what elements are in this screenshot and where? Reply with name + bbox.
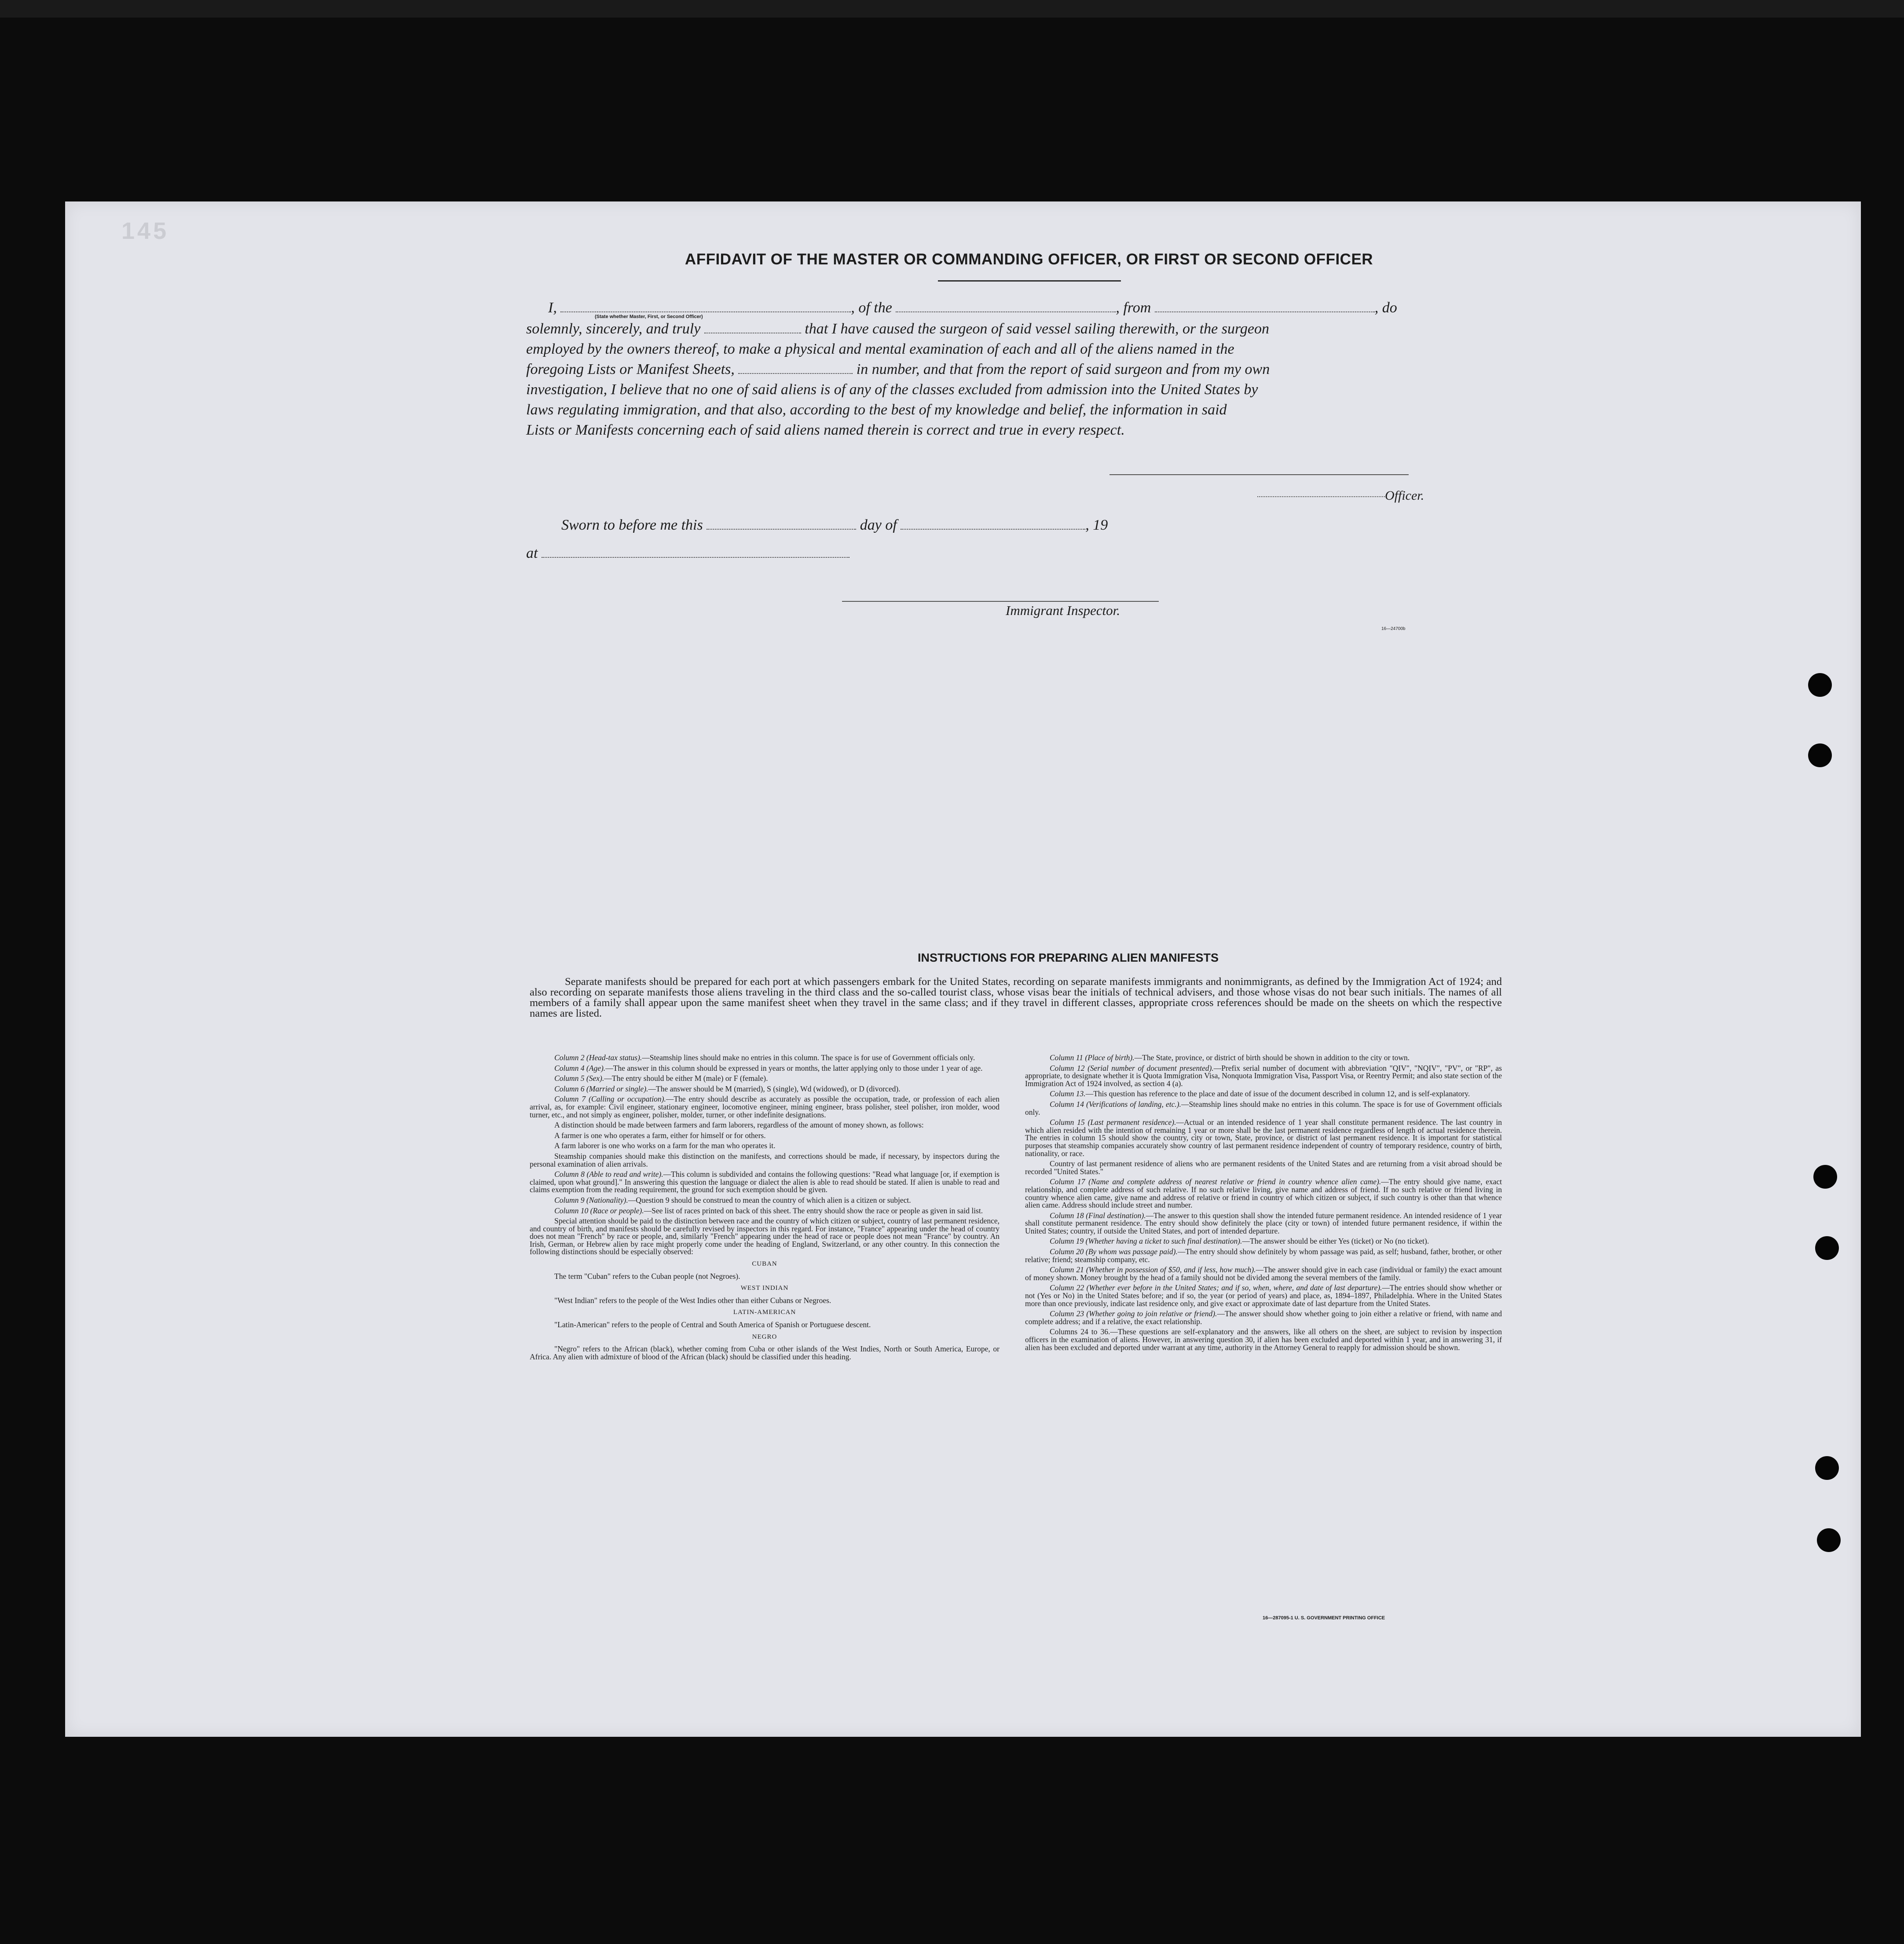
column-heading: Column 21 (Whether in possession of $50, and if less, how much). — [1050, 1265, 1256, 1274]
at-label: at — [526, 545, 538, 561]
affidavit-line-4a: foregoing Lists or Manifest Sheets, — [526, 361, 735, 377]
sworn-label: Sworn to before me this — [561, 517, 703, 533]
column-heading: Column 10 (Race or people). — [554, 1206, 644, 1215]
section-subheading: NEGRO — [752, 1333, 777, 1340]
sheet-count-blank[interactable] — [738, 362, 853, 374]
column-heading: Column 17 (Name and complete address of nearest relative or friend in country whence alien came). — [1050, 1177, 1381, 1186]
instruction-text: A farmer is one who operates a farm, either for himself or for others. — [554, 1131, 766, 1140]
instruction-paragraph — [1025, 1212, 1502, 1235]
instruction-paragraph — [530, 1297, 1000, 1305]
instruction-text: —The entries should show whether or not (Yes or No) in the United States before; and if so, the year (or period of years) and place, as, 1894–1897, Philadelphia. Where in the United States more than once previously, indicate last residence only, and give exact or approximate date of last departure from the United States. — [1025, 1283, 1502, 1308]
instruction-text: —This column is subdivided and contains the following questions: "Read what language [or, if exemption is claimed, upon what ground]." In answering this question the language or dialect the alien is able to read should be stated. If alien is unable to read and claims exemption from the reading requirement, the ground for such exemption should be given. — [530, 1170, 1000, 1194]
instructions-right-column — [1025, 1054, 1502, 1354]
instruction-paragraph — [1025, 1248, 1502, 1263]
instruction-text: Special attention should be paid to the distinction between race and the country of which citizen or subject, country of last permanent residence, and country of birth, and manifests should be carefully revised by inspectors in this regard. For instance, "France" appearing under the head of country does not mean "French" by race or people, and, similarly "French" appearing under the head of race or people does not mean "France" by country. An Irish, German, or Hebrew alien by race might properly come under the heading of England, Switzerland, or any other country. In this connection the following distinctions should be especially observed: — [530, 1216, 1000, 1256]
instruction-paragraph — [530, 1054, 1000, 1062]
instruction-paragraph — [530, 1121, 1000, 1129]
instruction-paragraph — [1025, 1310, 1502, 1325]
instruction-paragraph — [1025, 1328, 1502, 1351]
instruction-text: —The entry should give name, exact relationship, and complete address of such relative. If no such relative living, give name and address of friend. If no such relative or friend living in country whence alien came, give name and address of relative or friend in country of which citizen or subject, if such country is other than that whence alien came. Address should include street and number. — [1025, 1177, 1502, 1210]
instruction-paragraph — [1025, 1266, 1502, 1281]
column-heading: Column 18 (Final destination). — [1050, 1211, 1146, 1220]
vessel-name-blank[interactable] — [896, 301, 1116, 312]
affidavit-line-4 — [526, 361, 1503, 378]
instructions-left-column — [530, 1054, 1000, 1363]
punch-hole-6 — [1817, 1528, 1841, 1552]
affidavit-line-4b: in number, and that from the report of said surgeon and from my own — [856, 361, 1270, 377]
form-number-top: 16—24700b — [1381, 626, 1406, 631]
column-heading: Column 6 (Married or single). — [554, 1084, 648, 1093]
affidavit-i-label: I, — [548, 300, 557, 316]
affidavit-line-7: Lists or Manifests concerning each of said aliens named therein is correct and true in every respect. — [526, 422, 1125, 438]
punch-hole-4 — [1815, 1236, 1839, 1260]
officer-signature-line[interactable] — [1109, 474, 1409, 475]
oath-type-blank[interactable] — [704, 322, 801, 333]
instruction-paragraph — [1025, 1178, 1502, 1209]
officer-label: Officer. — [1385, 488, 1424, 503]
instruction-paragraph — [530, 1085, 1000, 1093]
instruction-text: —Question 9 should be construed to mean the country of which alien is a citizen or subject. — [628, 1195, 911, 1204]
sworn-line — [526, 516, 1503, 534]
instruction-text: The term "Cuban" refers to the Cuban people (not Negroes). — [554, 1271, 740, 1281]
instruction-paragraph — [1025, 1101, 1502, 1116]
instruction-paragraph — [1025, 1160, 1502, 1175]
margin-note: 145 — [121, 218, 169, 244]
column-heading: Column 2 (Head-tax status). — [554, 1053, 642, 1062]
punch-hole-2 — [1808, 743, 1832, 767]
sworn-day-of-label: day of — [860, 517, 897, 533]
column-heading: Column 9 (Nationality). — [554, 1195, 628, 1204]
affidavit-do-label: , do — [1374, 300, 1397, 316]
instruction-text: Country of last permanent residence of aliens who are permanent residents of the United States and are returning from a visit abroad should be recorded "United States." — [1025, 1159, 1502, 1176]
affidavit-from-label: , from — [1116, 300, 1151, 316]
column-heading: Column 22 (Whether ever before in the United States; and if so, when, where, and date of last departure). — [1050, 1283, 1382, 1292]
instruction-paragraph — [530, 1345, 1000, 1361]
instruction-paragraph — [530, 1217, 1000, 1256]
instruction-text: —This question has reference to the place and date of issue of the document described in column 12, and is self-explanatory. — [1085, 1089, 1470, 1098]
punch-hole-3 — [1813, 1165, 1837, 1189]
affidavit-line-2a: solemnly, sincerely, and truly — [526, 321, 701, 337]
instruction-paragraph — [530, 1142, 1000, 1150]
sworn-place-blank[interactable] — [542, 546, 849, 558]
instruction-text: —The entry should be either M (male) or F (female). — [604, 1074, 768, 1083]
instruction-paragraph — [1025, 1054, 1502, 1062]
instruction-text: A farm laborer is one who works on a farm for the man who operates it. — [554, 1141, 776, 1150]
affidavit-line-5: investigation, I believe that no one of said aliens is of any of the classes excluded from admission into the United States by — [526, 381, 1258, 398]
instructions-intro: Separate manifests should be prepared for each port at which passengers embark for the United States, recording on separate manifests immigrants and nonimmigrants, as defined by the Immigration Act of 1924; and also recording on separate manifests those aliens traveling in the third class and the so-called tourist class, whose visas bear the initials of technical advisers, and those whose visas do not bear such initials. The names of all members of a family shall appear upon the same manifest sheet when they travel in the same class; and if they travel in different classes, appropriate cross references should be made on the sheets on which the respective names are listed. — [530, 976, 1502, 1019]
scan-left-border — [0, 0, 1904, 18]
inspector-signature-line[interactable] — [842, 601, 1159, 602]
manifest-sheet — [65, 201, 1861, 1737]
instruction-paragraph — [530, 1321, 1000, 1329]
column-heading: Column 4 (Age). — [554, 1063, 606, 1073]
instruction-text: —The answer should show whether going to join either a relative or friend, with name and complete address; and if a relative, the exact relationship. — [1025, 1309, 1502, 1326]
instruction-text: —The answer should be M (married), S (single), Wd (widowed), or D (divorced). — [648, 1084, 901, 1093]
instruction-paragraph — [1025, 1237, 1502, 1245]
section-subheading: WEST INDIAN — [740, 1285, 789, 1292]
instruction-text: A distinction should be made between farmers and farm laborers, regardless of the amount of money shown, as follows: — [554, 1120, 924, 1130]
instruction-paragraph — [1025, 1284, 1502, 1307]
instruction-paragraph — [530, 1095, 1000, 1119]
instruction-paragraph — [530, 1075, 1000, 1083]
column-heading: Column 11 (Place of birth). — [1050, 1053, 1135, 1062]
column-heading: Column 12 (Serial number of document presented). — [1050, 1063, 1214, 1073]
column-heading: Column 8 (Able to read and write). — [554, 1170, 663, 1179]
section-subheading: LATIN-AMERICAN — [733, 1309, 796, 1316]
instruction-text: —The answer should give in each case (individual or family) the exact amount of money shown. Money brought by the head of a family should not be divided among the several members of the family. — [1025, 1265, 1502, 1282]
sworn-year-label: , 19 — [1085, 517, 1108, 533]
officer-rank-note: (State whether Master, First, or Second Officer) — [595, 314, 703, 319]
instruction-paragraph — [530, 1153, 1000, 1168]
column-heading: Column 14 (Verifications of landing, etc.). — [1050, 1099, 1181, 1109]
punch-hole-1 — [1808, 673, 1832, 697]
instruction-text: —The answer in this column should be expressed in years or months, the latter applying only to those under 1 year of age. — [605, 1063, 983, 1073]
column-heading: Column 15 (Last permanent residence). — [1050, 1118, 1176, 1127]
departure-port-blank[interactable] — [1155, 301, 1375, 312]
instruction-text: Columns 24 to 36.—These questions are self-explanatory and the answers, like all others on the sheet, are subject to revision by inspection officers in the examination of aliens. However, in answering question 30, if alien has been excluded and deported within 1 year, and in answering 31, if alien has been excluded and deported under warrant at any time, authority in the Attorney General to reapply for admission should be shown. — [1025, 1327, 1502, 1352]
column-heading: Column 5 (Sex). — [554, 1074, 604, 1083]
instruction-text: —Steamship lines should make no entries in this column. The space is for use of Government officials only. — [642, 1053, 975, 1062]
title-rule — [938, 280, 1121, 282]
instruction-paragraph — [1025, 1065, 1502, 1088]
instruction-text: "West Indian" refers to the people of the West Indies other than either Cubans or Negroes. — [554, 1296, 831, 1305]
column-heading: Column 13. — [1050, 1089, 1086, 1098]
affidavit-line-6: laws regulating immigration, and that also, according to the best of my knowledge and belief, the information in said — [526, 402, 1227, 418]
form-number-bottom: 16—287095-1 U. S. GOVERNMENT PRINTING OFFICE — [1263, 1615, 1385, 1621]
instruction-paragraph — [530, 1132, 1000, 1140]
affidavit-line-2b: that I have caused the surgeon of said vessel sailing therewith, or the surgeon — [805, 321, 1270, 337]
affidavit-line-3: employed by the owners thereof, to make a physical and mental examination of each and all of the aliens named in the — [526, 341, 1234, 357]
sworn-day-blank[interactable] — [707, 518, 856, 530]
instruction-paragraph — [530, 1207, 1000, 1215]
instruction-paragraph — [530, 1273, 1000, 1281]
instruction-text: —The State, province, or district of birth should be shown in addition to the city or town. — [1134, 1053, 1410, 1062]
instruction-text: —The answer should be either Yes (ticket) or No (no ticket). — [1242, 1237, 1429, 1246]
affidavit-line-2 — [526, 320, 1503, 338]
instruction-paragraph — [530, 1171, 1000, 1194]
instruction-text: —Actual or an intended residence of 1 year shall constitute permanent residence. The last country in which alien resided with the intention of remaining 1 year or more shall be the last permanent residence regardless of length of actual residence therein. The entries in column 15 should show the country, city or town, State, province, or district of last permanent residence. It is important for statistical purposes that steamship companies accurately show country of last permanent residence independent of country of temporary residence, country of birth, nationality, or race. — [1025, 1118, 1502, 1158]
instruction-text: "Negro" refers to the African (black), whether coming from Cuba or other islands of the West Indies, North or South America, Europe, or Africa. Any alien with admixture of blood of the African (black) should be classified under this heading. — [530, 1344, 1000, 1361]
instruction-paragraph — [530, 1065, 1000, 1073]
column-heading: Column 20 (By whom was passage paid). — [1050, 1247, 1178, 1256]
instruction-text: —Steamship lines should make no entries in this column. The space is for use of Government officials only. — [1025, 1099, 1502, 1117]
section-subheading: CUBAN — [752, 1260, 777, 1268]
officer-rank-blank[interactable] — [560, 301, 851, 312]
instruction-text: —Prefix serial number of document with abbreviation "QIV", "NQIV", "PV", or "RP", as appropriate, to designate whether it is Quota Immigration Visa, Nonquota Immigration Visa, Passport Visa, or Reentry Permit; and also state section of the Immigration Act of 1924 involved, as section 4 (a). — [1025, 1063, 1502, 1088]
column-heading: Column 7 (Calling or occupation). — [554, 1095, 666, 1104]
column-heading: Column 23 (Whether going to join relative or friend). — [1050, 1309, 1217, 1318]
instruction-text: —The entry should show definitely by whom passage was paid, as self; husband, father, brother, or other relative; friend; steamship company, etc. — [1025, 1247, 1502, 1264]
instruction-text: —The entry should describe as accurately as possible the occupation, trade, or profession of each alien arrival, as, for example: Civil engineer, stationary engineer, locomotive engineer, mining engineer, brass polisher, steel polisher, iron molder, wood turner, etc., and not simply as engineer, polisher, molder, turner, or other indefinite designations. — [530, 1095, 1000, 1119]
column-heading: Column 19 (Whether having a ticket to such final destination). — [1050, 1237, 1242, 1246]
instruction-paragraph — [1025, 1090, 1502, 1098]
inspector-label: Immigrant Inspector. — [1006, 603, 1120, 618]
instruction-paragraph — [1025, 1119, 1502, 1157]
instructions-title: INSTRUCTIONS FOR PREPARING ALIEN MANIFESTS — [917, 951, 1219, 964]
punch-hole-5 — [1815, 1456, 1839, 1480]
officer-name-blank[interactable] — [1257, 496, 1385, 497]
sworn-month-blank[interactable] — [901, 518, 1085, 530]
instruction-paragraph — [530, 1197, 1000, 1204]
torn-edge-shadow — [1829, 386, 1861, 782]
instruction-text: "Latin-American" refers to the people of Central and South America of Spanish or Portuguese descent. — [554, 1320, 871, 1329]
at-line — [526, 545, 1503, 562]
affidavit-title: AFFIDAVIT OF THE MASTER OR COMMANDING OFFICER, OR FIRST OR SECOND OFFICER — [685, 251, 1373, 268]
instruction-text: —The answer to this question shall show the intended future permanent residence. An intended residence of 1 year shall constitute permanent residence. The entry should show definitely the place (city or town) of intended future permanent residence, if within the United States; country, if outside the United States, and port of intended departure. — [1025, 1211, 1502, 1235]
instruction-text: Steamship companies should make this distinction on the manifests, and corrections should be made, if necessary, by inspectors during the personal examination of alien arrivals. — [530, 1151, 1000, 1168]
affidavit-of-label: , of the — [851, 300, 892, 316]
instruction-text: —See list of races printed on back of this sheet. The entry should show the race or people as given in said list. — [644, 1206, 983, 1215]
